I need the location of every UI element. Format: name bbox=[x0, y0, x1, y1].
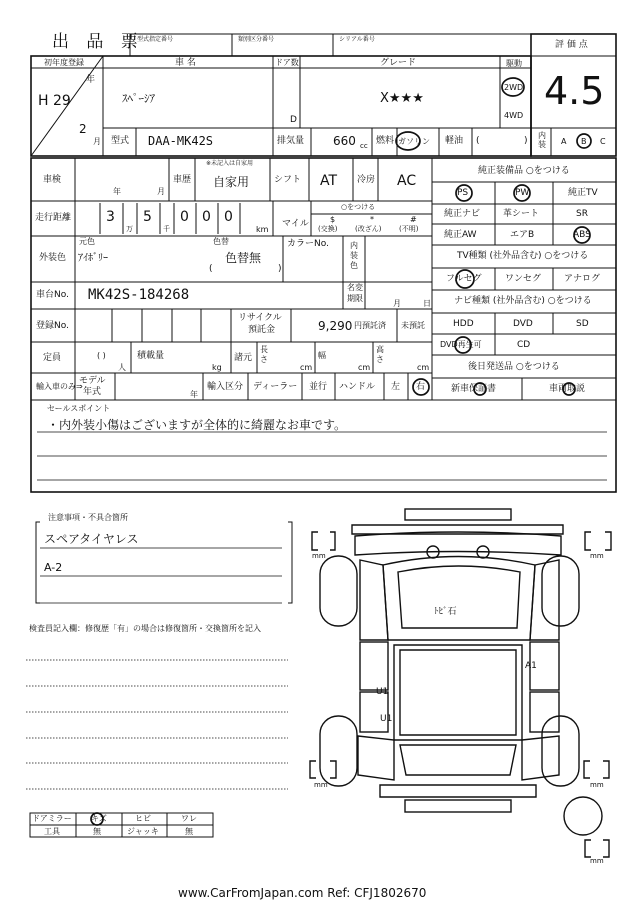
car-name-value: ｽﾍﾟｰｼｱ bbox=[122, 92, 155, 105]
rating-label: 評 価 点 bbox=[555, 40, 588, 50]
mileage-dollar: $ bbox=[330, 215, 336, 224]
sales-label: セールスポイント bbox=[47, 404, 111, 413]
recycle-value: 9,290 bbox=[318, 319, 353, 333]
model-type-value: DAA-MK42S bbox=[148, 134, 214, 148]
ac-label: 冷房 bbox=[357, 175, 376, 185]
dims-label: 諸元 bbox=[234, 353, 253, 363]
width-label: 幅 bbox=[318, 351, 326, 360]
cc-unit: cc bbox=[360, 142, 368, 150]
sheet-title: 出 品 票 bbox=[52, 32, 144, 52]
color-no-label: カラーNo. bbox=[287, 239, 329, 249]
navi-cd: CD bbox=[517, 340, 531, 350]
footer-reference: www.CarFromJapan.com Ref: CFJ1802670 bbox=[178, 886, 427, 900]
load-kg: kg bbox=[212, 363, 222, 372]
handle-label: ハンドル bbox=[339, 382, 376, 392]
tv-fullseg: フルセグ bbox=[446, 274, 482, 284]
mileage-star: * bbox=[370, 215, 374, 224]
inspection-label: 車検 bbox=[43, 175, 62, 185]
equipment-title: 純正装備品 ○をつける bbox=[478, 166, 570, 176]
mileage-tampered: (改ざん) bbox=[355, 225, 382, 233]
mileage-km: km bbox=[256, 225, 269, 234]
grade-value: X★★★ bbox=[380, 91, 424, 106]
equip-abs: ABS bbox=[573, 230, 591, 240]
history-note: ※未記入は自家用 bbox=[206, 160, 254, 167]
handle-right: 右 bbox=[416, 382, 426, 392]
registration-label: 登録No. bbox=[36, 321, 69, 331]
mm-label-5: mm bbox=[590, 857, 604, 865]
model-designation-label: 型式指定番号 bbox=[137, 36, 174, 43]
capacity-label: 定員 bbox=[43, 353, 62, 363]
length-label-2: さ bbox=[260, 355, 268, 364]
load-label: 積載量 bbox=[137, 351, 165, 361]
equip-airbag: エアB bbox=[510, 230, 535, 240]
grade-label: グレード bbox=[380, 58, 417, 68]
first-reg-era: H 29 bbox=[38, 93, 71, 109]
equip-sr: SR bbox=[576, 209, 588, 219]
height-label-1: 高 bbox=[376, 345, 384, 354]
car-name-label: 車 名 bbox=[175, 58, 196, 68]
fuel-diesel: 軽油 bbox=[445, 136, 464, 146]
ac-value: AC bbox=[397, 173, 417, 189]
import-dealer: ディーラー bbox=[253, 382, 298, 392]
mirror-tools-label: 工具 bbox=[44, 827, 60, 836]
mileage-digit-5: 0 bbox=[224, 209, 233, 225]
mileage-unknown: (不明) bbox=[399, 225, 419, 233]
storage-label-2: 期限 bbox=[347, 294, 363, 303]
interior-b: B bbox=[581, 137, 587, 146]
mirror-tools-value: 無 bbox=[93, 827, 101, 836]
import-parallel: 並行 bbox=[309, 382, 328, 392]
interior-color-3: 色 bbox=[350, 261, 358, 270]
fuel-paren-close: ) bbox=[524, 136, 528, 146]
mileage-exchange: (交換) bbox=[318, 225, 338, 233]
height-label-2: さ bbox=[376, 355, 384, 364]
capacity-person: 人 bbox=[118, 363, 126, 372]
mm-label-4: mm bbox=[590, 781, 604, 789]
interior-c: C bbox=[600, 137, 606, 146]
diagram-mark-u1-b: U1 bbox=[380, 714, 393, 724]
length-cm: cm bbox=[300, 363, 313, 372]
equip-navi: 純正ナビ bbox=[444, 209, 481, 219]
inspection-year: 年 bbox=[113, 187, 121, 196]
storage-month: 月 bbox=[393, 299, 401, 308]
repaint-paren-open: ( bbox=[209, 264, 213, 274]
mileage-label: 走行距離 bbox=[35, 213, 72, 223]
original-color-label: 元色 bbox=[79, 237, 95, 246]
mileage-digit-3: 0 bbox=[180, 209, 189, 225]
navi-title: ナビ種類 (社外品含む) ○をつける bbox=[454, 296, 592, 306]
mm-label-1: mm bbox=[312, 552, 326, 560]
inspector-label: 検査員記入欄：修復歴「有」の場合は修復箇所・交換箇所を記入 bbox=[29, 624, 261, 633]
notes-label: 注意事項・不具合箇所 bbox=[48, 513, 128, 522]
fuel-gasoline: ガソリン bbox=[398, 137, 430, 146]
repaint-paren-close: ) bbox=[278, 264, 282, 274]
first-reg-month: 2 bbox=[79, 122, 87, 136]
recycle-label-2: 預託金 bbox=[248, 325, 276, 335]
shift-label: シフト bbox=[274, 175, 302, 185]
serial-number-label: シリアル番号 bbox=[339, 36, 375, 43]
notes-line2: A-2 bbox=[44, 561, 63, 574]
recycle-none: 未預託 bbox=[401, 321, 425, 330]
chassis-label: 車台No. bbox=[36, 290, 69, 300]
sales-text: ・内外装小傷はございますが全体的に綺麗なお車です。 bbox=[47, 418, 347, 432]
width-cm: cm bbox=[358, 363, 371, 372]
mm-label-3: mm bbox=[314, 781, 328, 789]
repaint-label: 色替 bbox=[213, 237, 229, 246]
diagram-mark-a1: A1 bbox=[525, 661, 537, 671]
mileage-hash: # bbox=[410, 215, 417, 224]
repaint-value: 色替無 bbox=[225, 251, 262, 265]
equip-leather: 革シート bbox=[503, 209, 540, 219]
first-reg-label: 初年度登録 bbox=[44, 58, 84, 67]
equip-aw: 純正AW bbox=[444, 230, 477, 240]
navi-dvd-play: DVD再生可 bbox=[440, 340, 482, 349]
diagram-mark-windshield: ﾄﾋﾞ石 bbox=[434, 607, 457, 617]
fuel-paren-open: ( bbox=[476, 136, 480, 146]
model-year-unit: 年 bbox=[190, 390, 198, 399]
interior-color-1: 内 bbox=[350, 241, 358, 250]
rating-value: 4.5 bbox=[544, 69, 605, 113]
mileage-sen: 千 bbox=[163, 225, 170, 233]
inspection-month: 月 bbox=[157, 187, 165, 196]
tv-oneseg: ワンセグ bbox=[505, 274, 542, 284]
mirror-header-crack: ヒビ bbox=[135, 814, 151, 823]
storage-label-1: 名変 bbox=[347, 283, 363, 292]
diagram-mark-u1-a: U1 bbox=[376, 687, 389, 697]
interior-label: 内装 bbox=[538, 131, 546, 149]
mirror-header-scratch: キズ bbox=[91, 814, 107, 823]
mileage-man: 万 bbox=[126, 225, 133, 233]
length-label-1: 長 bbox=[260, 345, 268, 354]
doc-title: 後日発送品 ○をつける bbox=[468, 362, 560, 372]
drive-2wd: 2WD bbox=[504, 83, 524, 92]
mileage-digit-2: 5 bbox=[143, 209, 152, 225]
displacement-label: 排気量 bbox=[277, 136, 305, 146]
height-cm: cm bbox=[417, 363, 430, 372]
mileage-mile: マイル bbox=[282, 219, 309, 229]
original-color-value: ｱｲﾎﾞﾘｰ bbox=[78, 253, 108, 264]
doc-manual: 車両取説 bbox=[549, 384, 586, 394]
mirror-header-door: ドアミラー bbox=[32, 814, 72, 823]
tv-analog: アナログ bbox=[564, 274, 601, 284]
capacity-paren: ( ) bbox=[97, 351, 106, 360]
interior-a: A bbox=[561, 137, 567, 146]
import-label: 輸入車のみ⇒ bbox=[36, 382, 83, 391]
navi-sd: SD bbox=[576, 319, 589, 329]
drive-label: 駆動 bbox=[506, 59, 522, 68]
mileage-circle-note: ○をつける bbox=[341, 203, 376, 211]
doors-label: ドア数 bbox=[275, 58, 299, 67]
month-unit: 月 bbox=[93, 137, 101, 146]
tv-title: TV種類 (社外品含む) ○をつける bbox=[457, 251, 589, 261]
history-label: 車歴 bbox=[173, 175, 192, 185]
mileage-digit-4: 0 bbox=[202, 209, 211, 225]
navi-hdd: HDD bbox=[453, 319, 474, 329]
doc-warranty: 新車保証書 bbox=[451, 384, 497, 394]
handle-left: 左 bbox=[391, 382, 401, 392]
mirror-jack-value: 無 bbox=[185, 827, 193, 836]
mm-label-2: mm bbox=[590, 552, 604, 560]
fuel-label: 燃料 bbox=[376, 136, 395, 146]
displacement-value: 660 bbox=[333, 134, 356, 148]
interior-color-2: 装 bbox=[350, 251, 358, 260]
drive-4wd: 4WD bbox=[504, 111, 524, 120]
equip-pw: PW bbox=[515, 188, 530, 198]
history-value: 自家用 bbox=[213, 175, 250, 189]
equip-ps: PS bbox=[457, 188, 469, 198]
door-d: D bbox=[290, 115, 297, 125]
mileage-digit-1: 3 bbox=[106, 209, 115, 225]
model-type-label: 型式 bbox=[111, 136, 130, 146]
mirror-header-break: ワレ bbox=[181, 814, 197, 823]
color-label: 外装色 bbox=[39, 253, 67, 263]
year-unit: 年 bbox=[86, 75, 96, 85]
model-year-label-2: 年式 bbox=[83, 387, 102, 397]
recycle-unit: 円預託済 bbox=[354, 321, 386, 330]
chassis-value: MK42S-184268 bbox=[88, 287, 190, 303]
category-number-label: 類別区分番号 bbox=[238, 36, 275, 43]
shift-value: AT bbox=[320, 173, 338, 189]
import-class-label: 輸入区分 bbox=[207, 382, 244, 392]
recycle-label-1: リサイクル bbox=[238, 313, 282, 323]
navi-dvd: DVD bbox=[513, 319, 533, 329]
model-year-label-1: モデル bbox=[79, 376, 106, 386]
notes-line1: スペアタイヤレス bbox=[44, 532, 139, 546]
equip-tv: 純正TV bbox=[568, 188, 598, 198]
storage-day: 日 bbox=[423, 299, 431, 308]
mirror-jack-label: ジャッキ bbox=[127, 827, 159, 836]
